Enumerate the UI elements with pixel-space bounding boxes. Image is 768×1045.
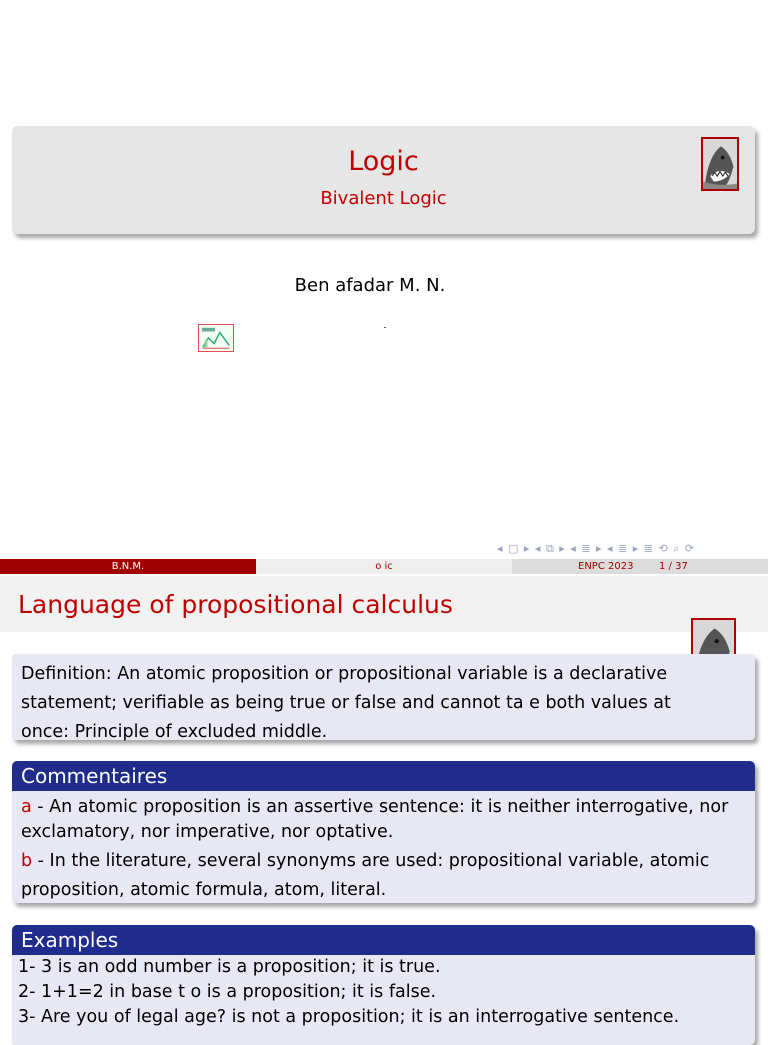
comment-item: [21, 795, 746, 845]
comment-item: [21, 847, 746, 903]
footer-page-number: 1 / 37: [659, 561, 688, 572]
commentaires-title: Commentaires: [12, 761, 755, 791]
frame-title: Language of propositional calculus: [18, 590, 453, 619]
commentaires-block: [12, 761, 755, 903]
shark-logo-icon: [701, 137, 739, 191]
comment-marker: b: [21, 851, 33, 871]
footer-info: [512, 559, 768, 574]
stray-dot: [384, 327, 386, 328]
comment-text: - In the literature, several synonyms are used: propositional variable, atomic proposition, atomic formula, atom, literal.: [21, 851, 710, 900]
beamer-navigation-symbols[interactable]: ◂ ▢ ▸ ◂ ⧉ ▸ ◂ ≣ ▸ ◂ ≣ ▸ ≣ ⟲ ⌕ ⟳: [497, 542, 696, 555]
presentation-title: Logic: [348, 146, 419, 177]
example-item: 1- 3 is an odd number is a proposition; it is true.: [18, 957, 441, 977]
chart-thumbnail-icon: [198, 324, 234, 352]
frame-title-bar: [0, 576, 768, 632]
example-item: 2- 1+1=2 in base t o is a proposition; it is false.: [18, 982, 437, 1002]
definition-block: [12, 654, 755, 740]
author-name: Ben afadar M. N.: [294, 275, 446, 296]
footer-institute: ENPC 2023: [578, 561, 634, 572]
comment-marker: a: [21, 797, 32, 817]
comment-text: - An atomic proposition is an assertive sentence: it is neither interrogative, nor exclamatory, nor imperative, nor optative.: [21, 797, 729, 842]
title-block: [12, 126, 755, 234]
presentation-subtitle: Bivalent Logic: [320, 188, 447, 209]
footer-author: B.N.M.: [0, 559, 256, 574]
footer-title: o ic: [256, 559, 512, 574]
definition-text: Definition: An atomic proposition or propositional variable is a declarative statement; verifiable as being true or false and cannot ta e both values at once: Principle of excluded middle.: [21, 664, 671, 742]
slide-footer: [0, 559, 768, 574]
examples-block: [12, 925, 755, 1045]
example-item: 3- Are you of legal age? is not a proposition; it is an interrogative sentence.: [18, 1007, 680, 1027]
examples-title: Examples: [12, 925, 755, 955]
